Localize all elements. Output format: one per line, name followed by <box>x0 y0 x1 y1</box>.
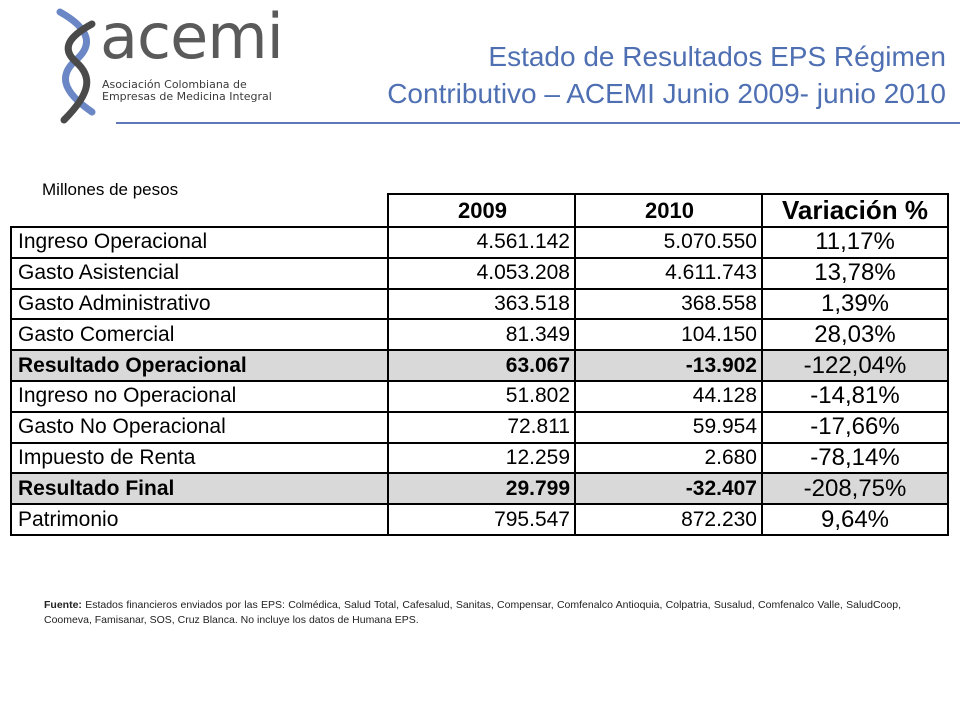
source-text: Estados financieros enviados por las EPS: Colmédica, Salud Total, Cafesalud, Sanitas, Compensar, Comfenalco Antioquia, Colpatria, Susalud, Comfenalco Valle, SaludCoop, Coomeva, Famisanar, SOS, Cruz Blanca. No incluye los datos de Humana EPS. <box>44 599 901 626</box>
column-header-variation: Variación % <box>762 194 948 227</box>
value-2009: 51.802 <box>388 381 575 412</box>
table-row <box>11 381 948 412</box>
title-divider <box>116 122 960 124</box>
value-2009: 4.053.208 <box>388 258 575 289</box>
table-row <box>11 504 948 535</box>
row-label: Patrimonio <box>11 504 388 535</box>
value-2009: 795.547 <box>388 504 575 535</box>
row-label: Gasto Comercial <box>11 319 388 350</box>
page-title-line1: Estado de Resultados EPS Régimen <box>488 41 946 72</box>
value-variation: 11,17% <box>762 227 948 258</box>
value-2010: 368.558 <box>575 289 762 320</box>
column-header-2009: 2009 <box>388 194 575 227</box>
value-variation: 1,39% <box>762 289 948 320</box>
value-2009: 12.259 <box>388 443 575 474</box>
value-2009: 29.799 <box>388 473 575 504</box>
table-row <box>11 412 948 443</box>
table-row <box>11 289 948 320</box>
value-variation: 9,64% <box>762 504 948 535</box>
table-row <box>11 443 948 474</box>
logo-wordmark: acemi <box>100 0 283 73</box>
table-row <box>11 319 948 350</box>
value-2009: 4.561.142 <box>388 227 575 258</box>
unit-label: Millones de pesos <box>42 180 179 199</box>
logo-subtitle-line1: Asociación Colombiana de <box>102 78 247 91</box>
page-title <box>306 38 946 112</box>
value-2010: 4.611.743 <box>575 258 762 289</box>
value-2009: 81.349 <box>388 319 575 350</box>
value-2009: 72.811 <box>388 412 575 443</box>
value-variation: -122,04% <box>762 350 948 381</box>
source-note <box>44 598 901 628</box>
table-header-row <box>11 194 948 227</box>
value-variation: -208,75% <box>762 473 948 504</box>
value-variation: 28,03% <box>762 319 948 350</box>
value-2009: 63.067 <box>388 350 575 381</box>
acemi-logo <box>52 0 283 128</box>
value-variation: -78,14% <box>762 443 948 474</box>
logo-subtitle <box>102 79 272 103</box>
column-header-2010: 2010 <box>575 194 762 227</box>
row-label: Ingreso Operacional <box>11 227 388 258</box>
row-label: Impuesto de Renta <box>11 443 388 474</box>
row-label: Ingreso no Operacional <box>11 381 388 412</box>
dna-helix-icon <box>52 8 102 128</box>
value-2010: 5.070.550 <box>575 227 762 258</box>
value-2009: 363.518 <box>388 289 575 320</box>
header-blank-cell <box>11 194 388 227</box>
row-label: Gasto Asistencial <box>11 258 388 289</box>
source-prefix: Fuente: <box>44 599 82 611</box>
row-label: Gasto No Operacional <box>11 412 388 443</box>
table-row <box>11 227 948 258</box>
row-label: Resultado Final <box>11 473 388 504</box>
value-variation: -14,81% <box>762 381 948 412</box>
row-label: Gasto Administrativo <box>11 289 388 320</box>
financial-results-table <box>10 193 949 536</box>
value-2010: 872.230 <box>575 504 762 535</box>
value-2010: -13.902 <box>575 350 762 381</box>
value-2010: 104.150 <box>575 319 762 350</box>
value-2010: 44.128 <box>575 381 762 412</box>
table-row-highlighted <box>11 473 948 504</box>
logo-subtitle-line2: Empresas de Medicina Integral <box>102 90 272 103</box>
value-2010: 59.954 <box>575 412 762 443</box>
value-variation: 13,78% <box>762 258 948 289</box>
row-label: Resultado Operacional <box>11 350 388 381</box>
value-2010: -32.407 <box>575 473 762 504</box>
value-2010: 2.680 <box>575 443 762 474</box>
table-row <box>11 258 948 289</box>
value-variation: -17,66% <box>762 412 948 443</box>
table-row-highlighted <box>11 350 948 381</box>
page-title-line2: Contributivo – ACEMI Junio 2009- junio 2010 <box>387 78 946 109</box>
